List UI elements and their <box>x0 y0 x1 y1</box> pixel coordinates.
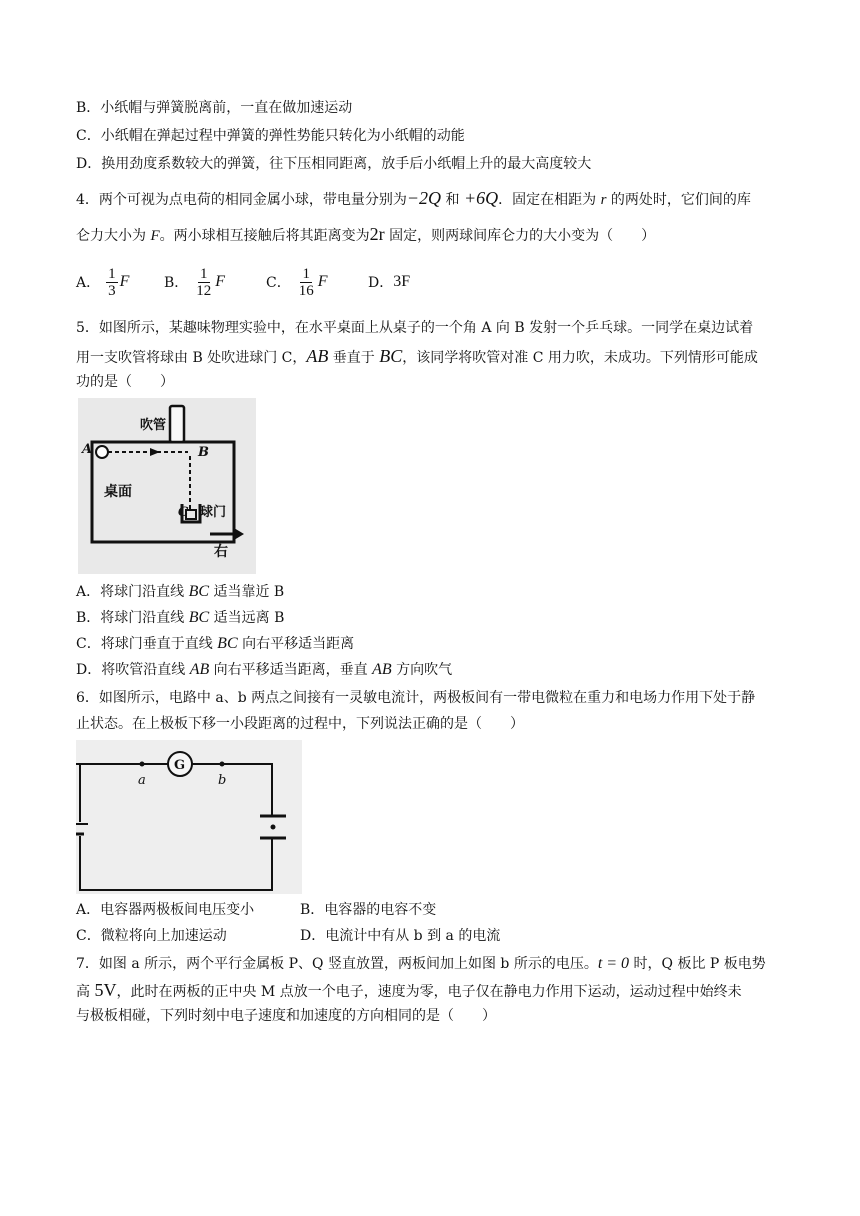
q4-stem-line2: 仑力大小为 F。两小球相互接触后将其距离变为2r 固定，则两球间库仑力的大小变为（ ） <box>76 224 656 244</box>
q4-stem-line1: 4．两个可视为点电荷的相同金属小球，带电量分别为−2Q 和 +6Q．固定在相距为 r 的两处时，它们间的库 <box>76 188 751 208</box>
label-right: 右 <box>214 544 228 560</box>
q5-table-figure <box>78 398 256 574</box>
q4-charge1: −2Q <box>406 188 442 208</box>
q4-option-d: D． 3F <box>368 273 411 291</box>
point-a <box>140 762 145 767</box>
q3-option-d: D．换用劲度系数较大的弹簧，往下压相同距离，放手后小纸帽上升的最大高度较大 <box>76 156 592 172</box>
label-c: C <box>178 505 189 520</box>
fraction: $\frac{1}{12}$ <box>196 265 212 299</box>
point-b <box>220 762 225 767</box>
q4-charge2: +6Q <box>463 188 499 208</box>
label-blow-pipe: 吹管 <box>140 418 167 433</box>
label-a: A <box>82 442 93 457</box>
fraction: $\frac{1}{16}$ <box>298 265 314 299</box>
q5-stem-line3: 功的是（ ） <box>76 374 174 390</box>
q6-circuit-figure <box>76 740 302 894</box>
q5-stem-line1: 5．如图所示，某趣味物理实验中，在水平桌面上从桌子的一个角 A 向 B 发射一个乒乓球。一同学在桌边试着 <box>76 320 754 336</box>
q5-option-b: B．将球门沿直线 BC 适当远离 B <box>76 609 285 626</box>
q7-voltage: 5V <box>94 980 117 1000</box>
fraction: $\frac{1}{3}$ <box>108 265 116 299</box>
label-a: a <box>138 773 146 788</box>
q5-stem-line2: 用一支吹管将球由 B 处吹进球门 C，AB 垂直于 BC，该同学将吹管对准 C 用力吹，未成功。下列情形可能成 <box>76 346 758 366</box>
q4-option-a: A． $\frac{1}{3}$ F <box>76 265 130 299</box>
q5-option-d: D．将吹管沿直线 AB 向右平移适当距离，垂直 AB 方向吹气 <box>76 661 453 678</box>
q7-stem-line2: 高 5V，此时在两板的正中央 M 点放一个电子，速度为零，电子仅在静电力作用下运动，运动过程中始终未 <box>76 980 742 1000</box>
q4-option-b: B． $\frac{1}{12}$ F <box>164 265 226 299</box>
q6-option-a: A．电容器两极板间电压变小 <box>76 902 255 918</box>
q6-stem-line1: 6．如图所示，电路中 a、b 两点之间接有一灵敏电流计，两极板间有一带电微粒在重力和电场力作用下处于静 <box>76 690 756 706</box>
q4-option-c: C． $\frac{1}{16}$ F <box>266 265 328 299</box>
q6-option-b: B．电容器的电容不变 <box>300 902 437 918</box>
label-b: b <box>218 773 227 788</box>
blow-pipe <box>170 406 184 442</box>
q6-stem-line2: 止状态。在上极板下移一小段距离的过程中，下列说法正确的是（ ） <box>76 716 524 732</box>
q7-stem-line1: 7．如图 a 所示，两个平行金属板 P、Q 竖直放置，两板间加上如图 b 所示的电压。t = 0 时，Q 板比 P 板电势 <box>76 955 766 972</box>
q5-option-c: C．将球门垂直于直线 BC 向右平移适当距离 <box>76 635 355 652</box>
label-table-surface: 桌面 <box>104 484 132 500</box>
charged-particle <box>271 825 276 830</box>
galvanometer-label: G <box>174 758 186 773</box>
q5-option-a: A．将球门沿直线 BC 适当靠近 B <box>76 583 285 600</box>
q4-distance: 2r <box>369 224 385 244</box>
q6-option-c: C．微粒将向上加速运动 <box>76 928 227 944</box>
label-goal: 球门 <box>200 505 227 520</box>
q7-stem-line3: 与极板相碰，下列时刻中电子速度和加速度的方向相同的是（ ） <box>76 1008 496 1024</box>
q3-option-b: B．小纸帽与弹簧脱离前，一直在做加速运动 <box>76 100 353 116</box>
q6-option-d: D．电流计中有从 b 到 a 的电流 <box>300 928 501 944</box>
q3-option-c: C．小纸帽在弹起过程中弹簧的弹性势能只转化为小纸帽的动能 <box>76 128 465 144</box>
label-b: B <box>198 445 209 460</box>
ping-pong-ball <box>96 446 108 458</box>
